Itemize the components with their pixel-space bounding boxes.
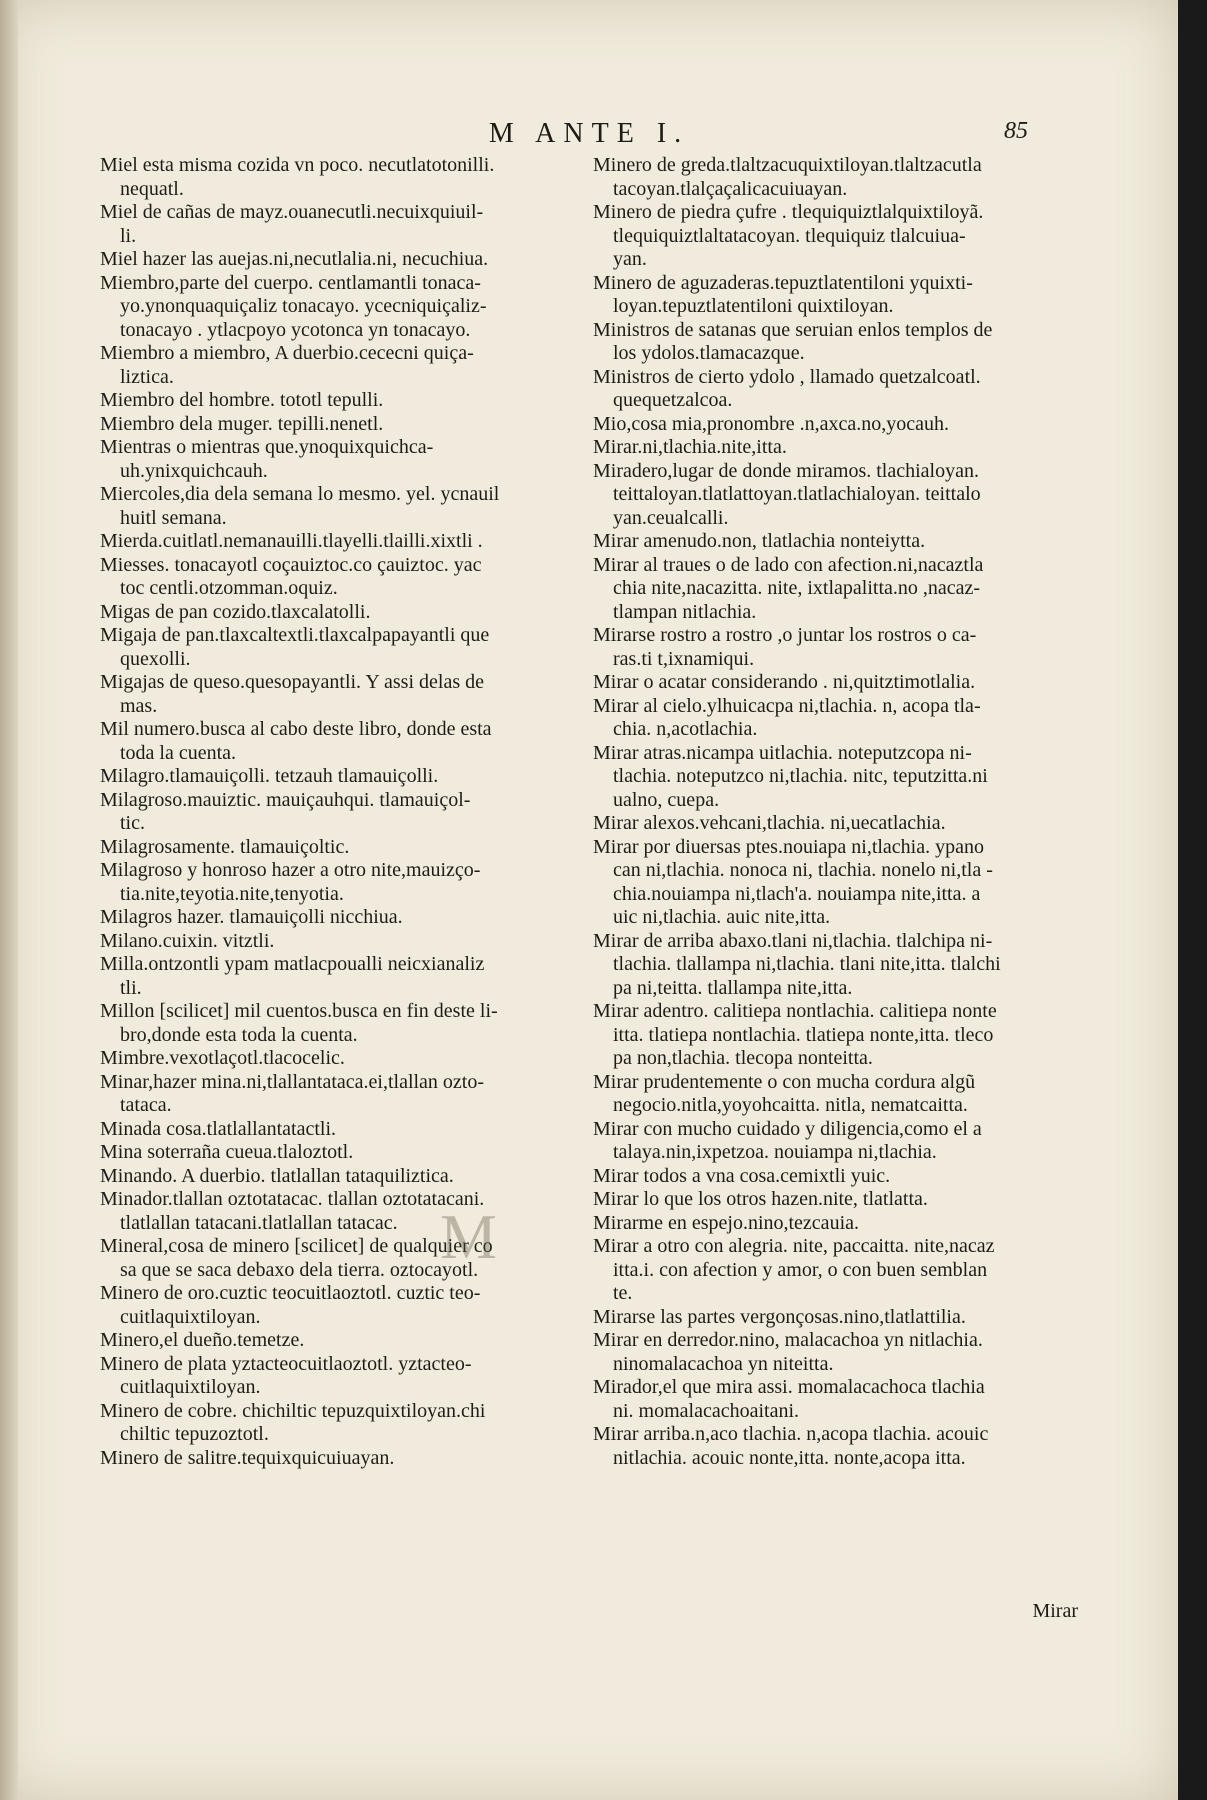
- entry-line: tlachia. noteputzco ni,tlachia. nitc, teputzitta.ni: [613, 765, 988, 787]
- entry-line: Miel de cañas de mayz.ouanecutli.necuixquiuil-: [100, 201, 484, 223]
- page-header: [0, 112, 1178, 152]
- entry-line: ni. momalacachoaitani.: [613, 1399, 800, 1422]
- entry-line: liztica.: [120, 365, 174, 388]
- entry-line: Miercoles,dia dela semana lo mesmo. yel. ycnauil: [100, 483, 500, 505]
- running-head: M ANTE I.: [488, 118, 690, 149]
- entry-line: quexolli.: [120, 647, 191, 670]
- entry-line: Minero de aguzaderas.tepuztlatentiloni yquixti-: [593, 271, 973, 294]
- entry-line: Minero de plata yztacteocuitlaoztotl. yztacteo-: [100, 1352, 472, 1375]
- left-column: [100, 154, 575, 1470]
- entry-line: itta. tlatiepa nontlachia. tlatiepa nonte,itta. tleco: [613, 1023, 994, 1046]
- entry-line: Minada cosa.tlatlallantatactli.: [100, 1117, 337, 1140]
- entry-line: Mineral,cosa de minero [scilicet] de qualquier co: [100, 1235, 493, 1257]
- entry-line: Miesses. tonacayotl coçauiztoc.co çauiztoc. yac: [100, 553, 482, 576]
- entry-line: ninomalacachoa yn niteitta.: [613, 1352, 834, 1375]
- entry-line: Mirarse rostro a rostro ,o juntar los rostros o ca-: [593, 624, 977, 646]
- entry-line: yan.: [613, 248, 647, 270]
- folio-number: 85: [1004, 118, 1028, 144]
- entry-line: cuitlaquixtiloyan.: [120, 1376, 261, 1398]
- entry-line: Miradero,lugar de donde miramos. tlachialoyan.: [593, 459, 979, 482]
- entry-line: tonacayo . ytlacpoyo ycotonca yn tonacayo.: [120, 318, 471, 341]
- entry-line: nitlachia. acouic nonte,itta. nonte,acopa itta.: [613, 1446, 966, 1469]
- catchword: Mirar: [1032, 1600, 1078, 1622]
- entry-line: tlatlallan tatacani.tlatlallan tatacac.: [120, 1211, 398, 1234]
- entry-line: Migas de pan cozido.tlaxcalatolli.: [100, 600, 371, 623]
- entry-line: Minero de cobre. chichiltic tepuzquixtiloyan.chi: [100, 1399, 486, 1422]
- entry-line: pa non,tlachia. tlecopa nonteitta.: [613, 1047, 873, 1069]
- entry-line: cuitlaquixtiloyan.: [120, 1305, 261, 1328]
- entry-line: nequatl.: [120, 177, 184, 200]
- entry-line: ualno, cuepa.: [613, 788, 720, 811]
- entry-line: Mina soterraña cueua.tlaloztotl.: [100, 1141, 354, 1163]
- entry-line: huitl semana.: [120, 506, 227, 529]
- entry-line: Milagroso.mauiztic. mauiçauhqui. tlamauiçol-: [100, 788, 471, 811]
- entry-line: Mirar al traues o de lado con afection.ni,nacaztla: [593, 553, 984, 576]
- entry-line: Miembro,parte del cuerpo. centlamantli tonaca-: [100, 271, 481, 294]
- entry-line: ras.ti t,ixnamiqui.: [613, 647, 755, 670]
- entry-line: tia.nite,teyotia.nite,tenyotia.: [120, 882, 344, 905]
- entry-line: Mirador,el que mira assi. momalacachoca tlachia: [593, 1376, 985, 1398]
- entry-line: Mirar al cielo.ylhuicacpa ni,tlachia. n, acopa tla-: [593, 694, 981, 717]
- binding-gutter: [0, 0, 18, 1800]
- entry-line: tli.: [120, 976, 142, 999]
- entry-line: bro,donde esta toda la cuenta.: [120, 1023, 358, 1046]
- initial-letter-ornament: M: [440, 1201, 497, 1272]
- entry-line: teittaloyan.tlatlattoyan.tlatlachialoyan. teittalo: [613, 483, 981, 505]
- entry-line: los ydolos.tlamacazque.: [613, 342, 805, 364]
- entry-line: Minero de piedra çufre . tlequiquiztlalquixtiloyã.: [593, 201, 984, 223]
- entry-line: toda la cuenta.: [120, 741, 237, 764]
- entry-line: Mirar arriba.n,aco tlachia. n,acopa tlachia. acouic: [593, 1423, 989, 1445]
- entry-line: Milagroso y honroso hazer a otro nite,mauizço-: [100, 859, 481, 881]
- entry-line: Minero de salitre.tequixquicuiuayan.: [100, 1446, 395, 1469]
- entry-line: Mirar.ni,tlachia.nite,itta.: [593, 436, 787, 458]
- entry-line: Mirar alexos.vehcani,tlachia. ni,uecatlachia.: [593, 812, 946, 834]
- entry-line: Migajas de queso.quesopayantli. Y assi delas de: [100, 671, 484, 693]
- entry-line: Miembro del hombre. tototl tepulli.: [100, 389, 384, 411]
- entry-line: Migaja de pan.tlaxcaltextli.tlaxcalpapayantli que: [100, 624, 490, 646]
- entry-line: Miembro a miembro, A duerbio.cececni quiça-: [100, 342, 474, 364]
- entry-line: uh.ynixquichcauh.: [120, 459, 268, 482]
- entry-line: chiltic tepuzoztotl.: [120, 1423, 269, 1445]
- entry-line: pa ni,teitta. tlallampa nite,itta.: [613, 976, 853, 999]
- entry-line: Mirarme en espejo.nino,tezcauia.: [593, 1211, 859, 1234]
- entry-line: loyan.tepuztlatentiloni quixtiloyan.: [613, 295, 894, 317]
- entry-line: negocio.nitla,yoyohcaitta. nitla, nematcaitta.: [613, 1094, 968, 1116]
- entry-line: Miembro dela muger. tepilli.nenetl.: [100, 412, 384, 435]
- entry-line: Mirar prudentemente o con mucha cordura algũ: [593, 1070, 976, 1093]
- entry-line: Mirar atras.nicampa uitlachia. noteputzcopa ni-: [593, 741, 972, 764]
- entry-line: Minero de oro.cuztic teocuitlaoztotl. cuztic teo-: [100, 1282, 481, 1304]
- entry-line: mas.: [120, 694, 158, 717]
- entry-line: Mirar adentro. calitiepa nontlachia. calitiepa nonte: [593, 1000, 997, 1022]
- entry-line: Milano.cuixin. vitztli.: [100, 929, 275, 952]
- entry-line: Minero,el dueño.temetze.: [100, 1329, 305, 1351]
- entry-line: Mirar por diuersas ptes.nouiapa ni,tlachia. ypano: [593, 835, 984, 858]
- entry-line: yo.ynonquaquiçaliz tonacayo. ycecniquiçaliz-: [120, 295, 487, 317]
- entry-line: Milagro.tlamauiçolli. tetzauh tlamauiçolli.: [100, 765, 439, 787]
- entry-line: Ministros de cierto ydolo , llamado quetzalcoatl.: [593, 365, 981, 388]
- entry-line: Mirar con mucho cuidado y diligencia,como el a: [593, 1117, 982, 1140]
- entry-line: tacoyan.tlalçaçalicacuiuayan.: [613, 177, 848, 200]
- entry-line: Mirar lo que los otros hazen.nite, tlatlatta.: [593, 1188, 928, 1210]
- entry-line: Miel hazer las auejas.ni,necutlalia.ni, necuchiua.: [100, 248, 489, 270]
- entry-line: Mirar en derredor.nino, malacachoa yn nitlachia.: [593, 1329, 983, 1351]
- entry-line: tlampan nitlachia.: [613, 600, 757, 623]
- entry-line: Millon [scilicet] mil cuentos.busca en fin deste li-: [100, 1000, 498, 1022]
- entry-line: tlequiquiztlaltatacoyan. tlequiquiz tlalcuiua-: [613, 224, 966, 247]
- entry-line: Milla.ontzontli ypam matlacpoualli neicxianaliz: [100, 953, 485, 975]
- entry-line: Minero de greda.tlaltzacuquixtiloyan.tlaltzacutla: [593, 154, 982, 176]
- entry-line: chia.nouiampa ni,tlach'a. nouiampa nite,itta. a: [613, 882, 981, 905]
- entry-line: Mientras o mientras que.ynoquixquichca-: [100, 436, 434, 458]
- entry-line: Minando. A duerbio. tlatlallan tataquiliztica.: [100, 1164, 454, 1187]
- entry-line: quequetzalcoa.: [613, 389, 733, 411]
- entry-line: Mio,cosa mia,pronombre .n,axca.no,yocauh.: [593, 412, 950, 435]
- entry-line: chia nite,nacazitta. nite, ixtlapalitta.no ,nacaz-: [613, 577, 981, 599]
- entry-line: li.: [120, 224, 137, 247]
- entry-line: Mierda.cuitlatl.nemanauilli.tlayelli.tlailli.xixtli .: [100, 530, 483, 552]
- entry-line: Mirar de arriba abaxo.tlani ni,tlachia. tlalchipa ni-: [593, 929, 993, 952]
- entry-line: Mirarse las partes vergonçosas.nino,tlatlattilia.: [593, 1305, 966, 1328]
- entry-line: chia. n,acotlachia.: [613, 718, 758, 740]
- entry-line: itta.i. con afection y amor, o con buen semblan: [613, 1258, 988, 1281]
- entry-line: uic ni,tlachia. auic nite,itta.: [613, 906, 831, 928]
- entry-line: toc centli.otzomman.oquiz.: [120, 577, 338, 599]
- entry-line: talaya.nin,ixpetzoa. nouiampa ni,tlachia.: [613, 1141, 937, 1163]
- entry-line: Minador.tlallan oztotatacac. tlallan oztotatacani.: [100, 1188, 485, 1210]
- entry-line: tlachia. tlallampa ni,tlachia. tlani nite,itta. tlalchi: [613, 953, 1001, 975]
- entry-line: Mil numero.busca al cabo deste libro, donde esta: [100, 718, 492, 740]
- entry-line: Milagrosamente. tlamauiçoltic.: [100, 835, 350, 858]
- entry-line: tic.: [120, 812, 145, 834]
- entry-line: Ministros de satanas que seruian enlos templos de: [593, 318, 993, 341]
- entry-line: tataca.: [120, 1094, 172, 1116]
- entry-line: Miel esta misma cozida vn poco. necutlatotonilli.: [100, 154, 495, 176]
- entry-line: Mirar amenudo.non, tlatlachia nonteiytta.: [593, 530, 926, 552]
- entry-line: Mirar todos a vna cosa.cemixtli yuic.: [593, 1164, 891, 1187]
- entry-line: yan.ceualcalli.: [613, 506, 729, 529]
- entry-line: Minar,hazer mina.ni,tlallantataca.ei,tlallan ozto-: [100, 1070, 485, 1093]
- entry-line: Mirar o acatar considerando . ni,quitztimotlalia.: [593, 671, 976, 693]
- entry-line: sa que se saca debaxo dela tierra. oztocayotl.: [120, 1258, 479, 1281]
- entry-line: Mimbre.vexotlaçotl.tlacocelic.: [100, 1047, 345, 1069]
- entry-line: can ni,tlachia. nonoca ni, tlachia. nonelo ni,tla -: [613, 859, 993, 881]
- entry-line: te.: [613, 1282, 633, 1304]
- entry-line: Milagros hazer. tlamauiçolli nicchiua.: [100, 906, 403, 928]
- right-column: [593, 154, 1073, 1470]
- entry-line: Mirar a otro con alegria. nite, paccaitta. nite,nacaz: [593, 1235, 995, 1257]
